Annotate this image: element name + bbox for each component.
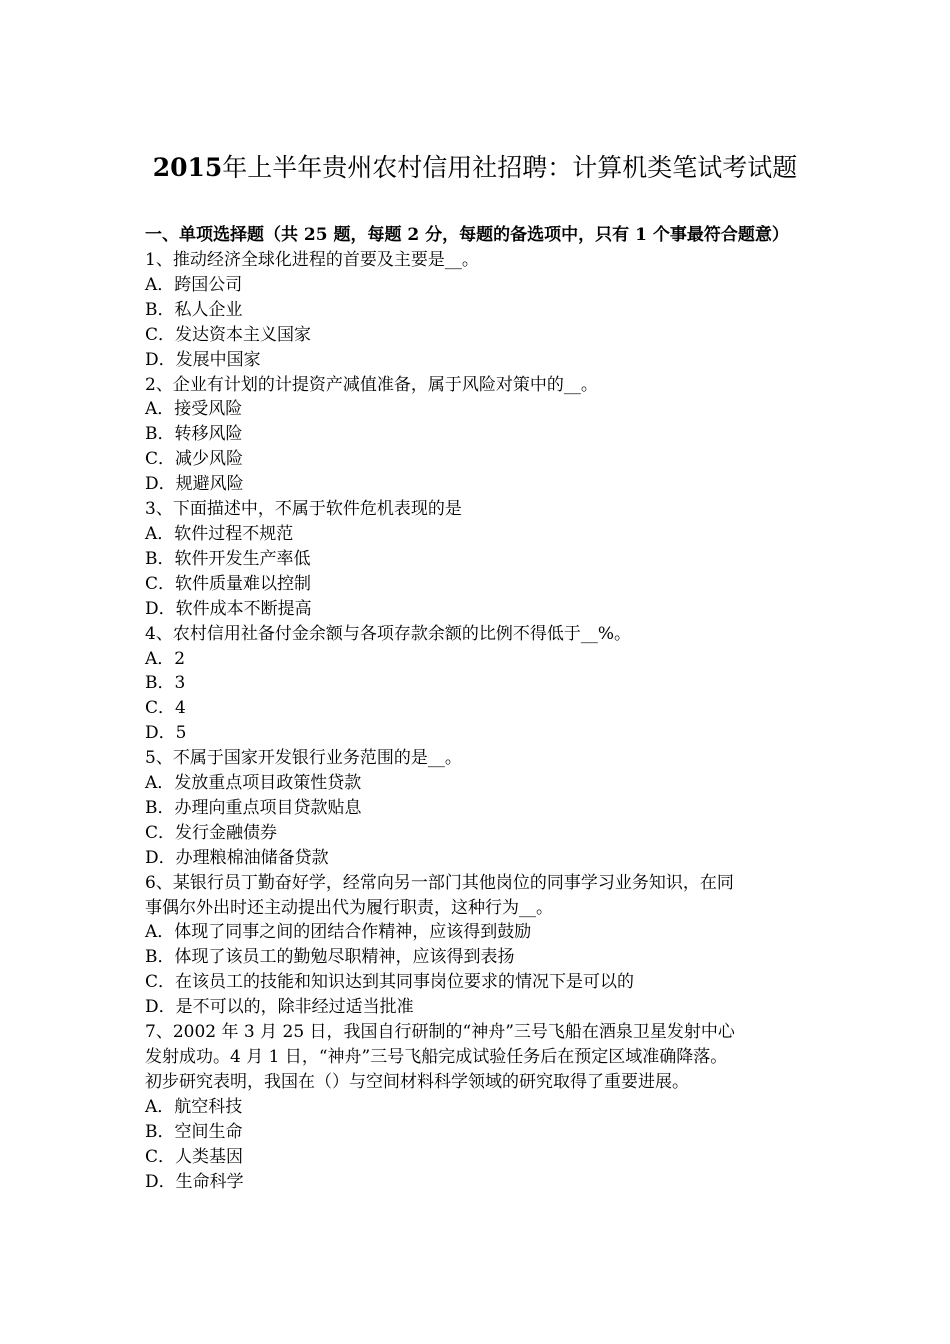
question-5	[145, 746, 810, 871]
question-stem: 1、推动经济全球化进程的首要及主要是__。	[145, 250, 479, 270]
option-b: B．转移风险	[145, 424, 243, 445]
question-2	[145, 373, 810, 498]
question-3	[145, 497, 810, 622]
option-a: A．体现了同事之间的团结合作精神，应该得到鼓励	[145, 922, 532, 943]
option-d: D．软件成本不断提高	[145, 598, 312, 619]
question-stem-line-3: 初步研究表明，我国在（）与空间材料科学领域的研究取得了重要进展。	[145, 1071, 689, 1092]
question-stem-line-2: 事偶尔外出时还主动提出代为履行职责，这种行为__。	[145, 897, 553, 918]
section-heading: 一、单项选择题（共 25 题，每题 2 分，每题的备选项中，只有 1 个事最符合题意）	[145, 225, 789, 245]
question-7	[145, 1020, 810, 1194]
option-c: C．软件质量难以控制	[145, 573, 312, 594]
document-title	[0, 148, 950, 188]
option-d: D．生命科学	[145, 1171, 244, 1192]
option-c: C．在该员工的技能和知识达到其同事岗位要求的情况下是可以的	[145, 972, 635, 993]
option-a: A．航空科技	[145, 1096, 243, 1117]
option-c: C．发达资本主义国家	[145, 324, 312, 345]
option-d: D．办理粮棉油储备贷款	[145, 847, 329, 868]
option-b: B．办理向重点项目贷款贴息	[145, 797, 362, 818]
option-a: A．2	[145, 648, 186, 669]
option-d: D．规避风险	[145, 474, 244, 495]
option-d: D．发展中国家	[145, 349, 261, 370]
option-b: B．私人企业	[145, 299, 243, 320]
document-body	[145, 223, 810, 1194]
question-stem-line-1: 6、某银行员丁勤奋好学，经常向另一部门其他岗位的同事学习业务知识，在同	[145, 872, 734, 893]
title-text: 年上半年贵州农村信用社招聘：计算机类笔试考试题	[222, 153, 798, 182]
option-a: A．软件过程不规范	[145, 523, 294, 544]
option-b: B．体现了该员工的勤勉尽职精神，应该得到表扬	[145, 947, 515, 968]
question-stem: 2、企业有计划的计提资产减值准备，属于风险对策中的__。	[145, 374, 598, 395]
question-stem-line-2: 发射成功。4 月 1 日，“神舟”三号飞船完成试验任务后在预定区域准确降落。	[145, 1047, 728, 1067]
question-1	[145, 248, 810, 373]
title-year: 2015	[152, 153, 223, 182]
option-b: B．空间生命	[145, 1121, 243, 1142]
option-c: C．发行金融债券	[145, 822, 278, 843]
option-b: B．软件开发生产率低	[145, 548, 311, 569]
option-a: A．发放重点项目政策性贷款	[145, 773, 362, 794]
question-6	[145, 871, 810, 1020]
option-d: D．5	[145, 723, 187, 744]
option-d: D．是不可以的，除非经过适当批准	[145, 997, 414, 1018]
option-a: A．接受风险	[145, 399, 243, 420]
option-a: A．跨国公司	[145, 274, 243, 295]
option-b: B．3	[145, 673, 186, 694]
question-stem-line-1: 7、2002 年 3 月 25 日，我国自行研制的“神舟”三号飞船在酒泉卫星发射中心	[145, 1022, 735, 1043]
question-stem: 5、不属于国家开发银行业务范围的是__。	[145, 748, 462, 769]
option-c: C．减少风险	[145, 449, 244, 470]
option-c: C．人类基因	[145, 1146, 244, 1167]
question-stem: 3、下面描述中，不属于软件危机表现的是	[145, 499, 462, 520]
option-c: C．4	[145, 698, 186, 719]
question-stem: 4、农村信用社备付金余额与各项存款余额的比例不得低于__%。	[145, 623, 631, 644]
question-4	[145, 622, 810, 747]
